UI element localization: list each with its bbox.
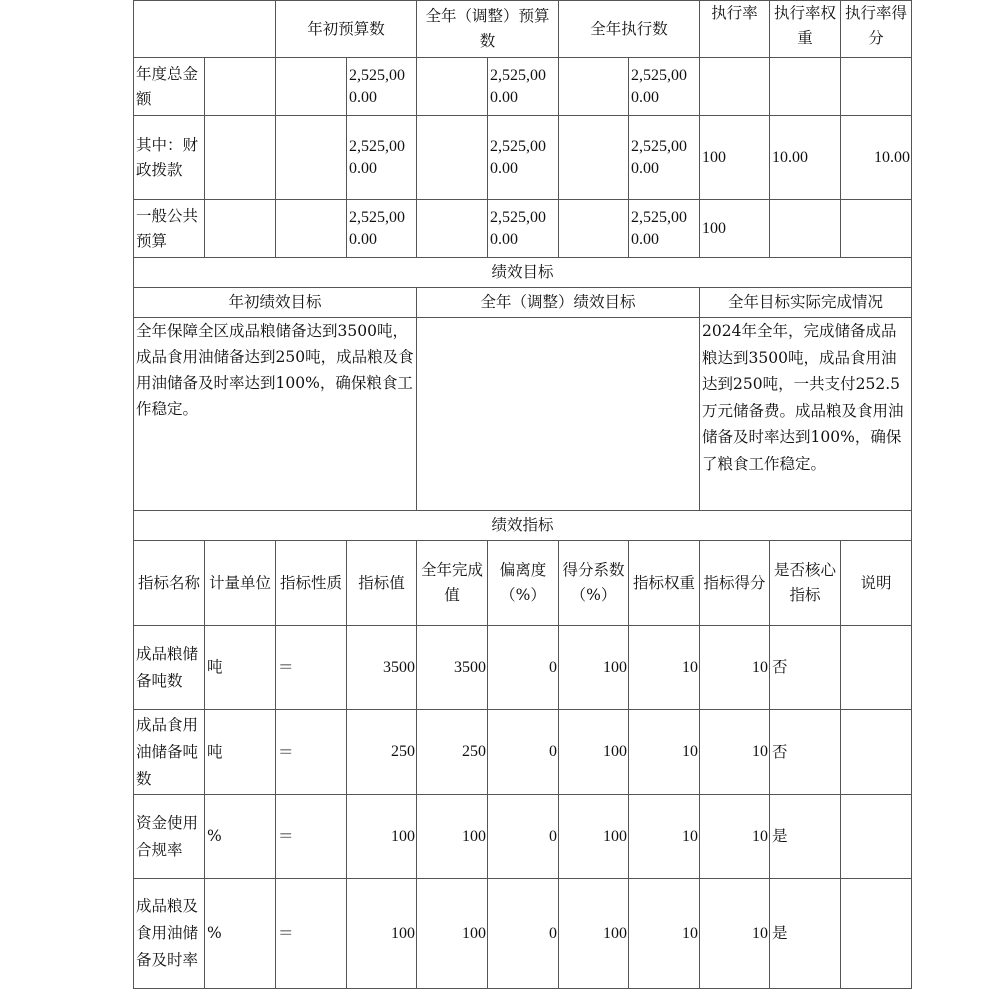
budget-adjusted-value: 2,525,000.00	[488, 58, 559, 116]
goals-header-actual: 全年目标实际完成情况	[700, 288, 912, 318]
indicator-score: 10	[700, 626, 770, 710]
budget-row	[134, 58, 912, 116]
indicator-row	[134, 626, 912, 710]
goals-adjusted-text	[417, 318, 700, 511]
indicator-row	[134, 879, 912, 989]
goals-section-row	[134, 258, 912, 288]
indicator-deviation: 0	[488, 626, 559, 710]
budget-score-value	[841, 58, 912, 116]
goals-actual-text: 2024年全年，完成储备成品粮达到3500吨，成品食用油达到250吨，一共支付252.5万元储备费。成品粮及食用油储备及时率达到100%，确保了粮食工作稳定。	[700, 318, 912, 511]
performance-table	[133, 0, 912, 989]
budget-adjusted-value: 2,525,000.00	[488, 200, 559, 258]
empty-cell	[559, 58, 629, 116]
indicator-deviation: 0	[488, 795, 559, 879]
indicator-nature: ＝	[276, 795, 347, 879]
budget-header-executed: 全年执行数	[559, 1, 700, 58]
budget-row-label: 年度总金额	[134, 58, 205, 116]
indicator-name: 成品食用油储备吨数	[134, 710, 205, 795]
goals-header-row	[134, 288, 912, 318]
indicator-weight: 10	[629, 795, 700, 879]
budget-rate-value	[700, 58, 770, 116]
indicator-nature: ＝	[276, 879, 347, 989]
goals-section-title: 绩效目标	[134, 258, 912, 288]
budget-executed-value: 2,525,000.00	[629, 116, 700, 200]
budget-rate-value: 100	[700, 116, 770, 200]
budget-score-value: 10.00	[841, 116, 912, 200]
indicator-coef: 100	[559, 626, 629, 710]
indicator-header: 全年完成值	[417, 541, 488, 626]
budget-initial-value: 2,525,000.00	[347, 58, 417, 116]
indicator-note	[841, 626, 912, 710]
indicator-core: 是	[770, 879, 841, 989]
indicator-note	[841, 879, 912, 989]
empty-cell	[559, 200, 629, 258]
goals-header-adjusted: 全年（调整）绩效目标	[417, 288, 700, 318]
indicator-name: 成品粮及食用油储备及时率	[134, 879, 205, 989]
indicator-target: 100	[347, 795, 417, 879]
indicator-target: 100	[347, 879, 417, 989]
indicator-weight: 10	[629, 626, 700, 710]
indicator-nature: ＝	[276, 710, 347, 795]
empty-cell	[559, 116, 629, 200]
empty-cell	[205, 116, 276, 200]
indicator-core: 否	[770, 626, 841, 710]
empty-cell	[205, 200, 276, 258]
budget-header-weight: 执行率权重	[770, 1, 841, 58]
budget-initial-value: 2,525,000.00	[347, 116, 417, 200]
budget-executed-value: 2,525,000.00	[629, 58, 700, 116]
indicator-unit: 吨	[205, 710, 276, 795]
indicator-row	[134, 710, 912, 795]
indicator-header: 指标权重	[629, 541, 700, 626]
budget-row-label: 其中：财政拨款	[134, 116, 205, 200]
indicator-actual: 100	[417, 879, 488, 989]
indicator-score: 10	[700, 879, 770, 989]
indicator-header: 指标值	[347, 541, 417, 626]
budget-row	[134, 116, 912, 200]
budget-initial-value: 2,525,000.00	[347, 200, 417, 258]
budget-row	[134, 200, 912, 258]
indicator-core: 否	[770, 710, 841, 795]
indicator-deviation: 0	[488, 879, 559, 989]
budget-weight-value	[770, 200, 841, 258]
empty-cell	[417, 116, 488, 200]
indicator-unit: 吨	[205, 626, 276, 710]
indicator-header: 偏离度（%）	[488, 541, 559, 626]
indicator-header: 计量单位	[205, 541, 276, 626]
indicator-unit: %	[205, 795, 276, 879]
budget-executed-value: 2,525,000.00	[629, 200, 700, 258]
indicator-actual: 3500	[417, 626, 488, 710]
indicator-header: 说明	[841, 541, 912, 626]
indicators-header-row	[134, 541, 912, 626]
budget-header-score: 执行率得分	[841, 1, 912, 58]
budget-weight-value: 10.00	[770, 116, 841, 200]
goals-header-initial: 年初绩效目标	[134, 288, 417, 318]
goals-initial-text: 全年保障全区成品粮储备达到3500吨，成品食用油储备达到250吨，成品粮及食用油储备及时率达到100%，确保粮食工作稳定。	[134, 318, 417, 511]
indicator-deviation: 0	[488, 710, 559, 795]
indicator-header: 指标名称	[134, 541, 205, 626]
budget-header-blank	[134, 1, 276, 58]
indicator-nature: ＝	[276, 626, 347, 710]
indicator-score: 10	[700, 710, 770, 795]
indicator-header: 是否核心指标	[770, 541, 841, 626]
indicators-section-row	[134, 511, 912, 541]
indicator-actual: 100	[417, 795, 488, 879]
budget-row-label: 一般公共预算	[134, 200, 205, 258]
indicators-section-title: 绩效指标	[134, 511, 912, 541]
budget-score-value	[841, 200, 912, 258]
indicator-coef: 100	[559, 795, 629, 879]
budget-adjusted-value: 2,525,000.00	[488, 116, 559, 200]
indicator-header: 指标性质	[276, 541, 347, 626]
indicator-unit: %	[205, 879, 276, 989]
indicator-weight: 10	[629, 710, 700, 795]
budget-header-rate: 执行率	[700, 1, 770, 58]
indicator-note	[841, 795, 912, 879]
goals-content-row	[134, 318, 912, 511]
indicator-header: 得分系数（%）	[559, 541, 629, 626]
budget-header-initial: 年初预算数	[276, 1, 417, 58]
empty-cell	[205, 58, 276, 116]
indicator-actual: 250	[417, 710, 488, 795]
indicator-target: 3500	[347, 626, 417, 710]
indicator-score: 10	[700, 795, 770, 879]
indicator-row	[134, 795, 912, 879]
empty-cell	[417, 200, 488, 258]
indicator-header: 指标得分	[700, 541, 770, 626]
indicator-weight: 10	[629, 879, 700, 989]
empty-cell	[276, 200, 347, 258]
indicator-target: 250	[347, 710, 417, 795]
empty-cell	[276, 58, 347, 116]
indicator-core: 是	[770, 795, 841, 879]
budget-weight-value	[770, 58, 841, 116]
indicator-coef: 100	[559, 710, 629, 795]
indicator-name: 资金使用合规率	[134, 795, 205, 879]
empty-cell	[417, 58, 488, 116]
budget-header-adjusted: 全年（调整）预算数	[417, 1, 559, 58]
budget-rate-value: 100	[700, 200, 770, 258]
indicator-note	[841, 710, 912, 795]
indicator-coef: 100	[559, 879, 629, 989]
budget-header-row	[134, 1, 912, 58]
empty-cell	[276, 116, 347, 200]
indicator-name: 成品粮储备吨数	[134, 626, 205, 710]
